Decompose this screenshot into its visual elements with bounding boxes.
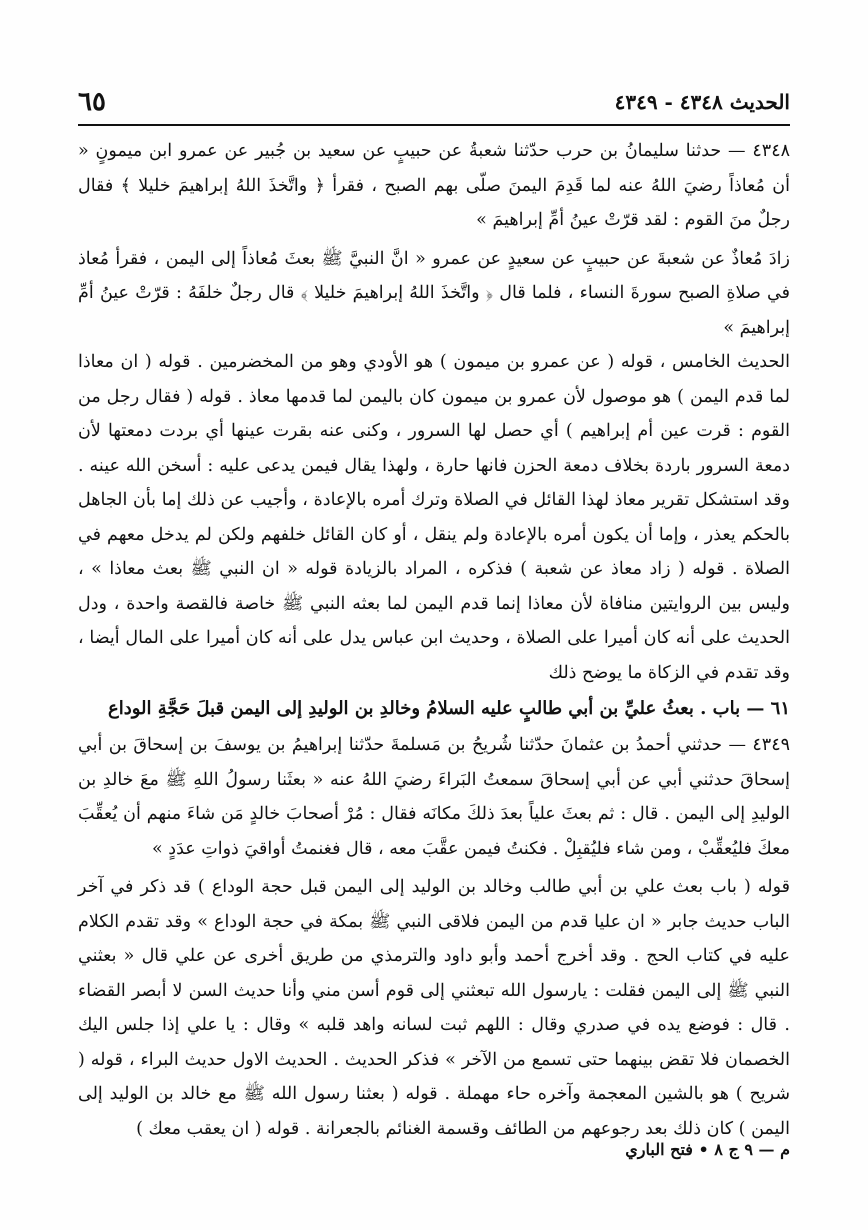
hadith-4349-text: ٤٣٤٩ — حدثني أحمدُ بن عثمانَ حدّثنا شُريحُ بن مَسلمةَ حدّثنا إبراهيمُ بن يوسفَ بن إسحاقَ بن أبي إسحاقَ حدثني أبي عن أبي إسحاقَ سمعتُ البَراءَ رضيَ اللهُ عنه « بعثَنا رسولُ اللهِ ﷺ معَ خالدِ بن الوليدِ إلى اليمن . قال : ثم بعثَ علياً بعدَ ذلكَ مكانَه فقال : مُرْ أصحابَ خالدٍ مَن شاءَ منهم أن يُعقِّبَ معكَ فليُعقِّبْ ، ومن شاء فليُقبِلْ . فكنتُ فيمن عقَّبَ معه ، قال فغنمتُ أواقيَ ذواتِ عدَدٍ » <box>78 735 790 859</box>
page-number: ٦٥ <box>78 87 106 117</box>
hadith-4348-addition: زادَ مُعاذٌ عن شعبةَ عن حبيبٍ عن سعيدٍ عن عمرو « انَّ النبيَّ ﷺ بعثَ مُعاذاً إلى اليمن ، فقرأ مُعاذ في صلاةِ الصبح سورةَ النساء ، فلما قال ﴿ واتَّخذَ اللهُ إبراهيمَ خليلا ﴾ قال رجلٌ خلفَهُ : قرّتْ عينُ أمِّ إبراهيمَ » <box>78 248 790 338</box>
hadith-4348-text: ٤٣٤٨ — حدثنا سليمانُ بن حرب حدّثنا شعبةُ عن حبيبٍ عن سعيد بن جُبير عن عمرو ابن ميمونٍ « أن مُعاذاً رضيَ اللهُ عنه لما قَدِمَ اليمنَ صلّى بهم الصبح ، فقرأ ﴿ واتَّخذَ اللهُ إبراهيمَ خليلا ﴾ فقال رجلٌ منَ القوم : لقد قرّتْ عينُ أمِّ إبراهيمَ » <box>78 141 790 230</box>
chapter-heading: ٦١ — باب . بعثُ عليِّ بن أبي طالبٍ عليه السلامُ وخالدِ بن الوليدِ إلى اليمن قبلَ حَجَّةِ الوداع <box>107 698 790 719</box>
header-rule <box>78 124 790 126</box>
page-header <box>78 84 790 120</box>
page-footer: م — ٩ ج ٨ • فتح الباري <box>625 1140 790 1159</box>
running-title: الحديث ٤٣٤٨ - ٤٣٤٩ <box>614 90 790 114</box>
page-body <box>78 134 790 1146</box>
commentary-4348: الحديث الخامس ، قوله ( عن عمرو بن ميمون ) هو الأودي وهو من المخضرمين . قوله ( ان معاذا لما قدم اليمن ) هو موصول لأن عمرو بن ميمون كان باليمن لما قدمها معاذ . قوله ( فقال رجل من القوم : قرت عين أم إبراهيم ) أي حصل لها السرور ، وكنى عنه بقرت عينها أي بردت دمعتها لأن دمعة السرور باردة بخلاف دمعة الحزن فانها حارة ، ولهذا يقال فيمن يدعى عليه : أسخن الله عينه . وقد استشكل تقرير معاذ لهذا القائل في الصلاة وترك أمره بالإعادة ، وأجيب عن ذلك إما بأن الجاهل بالحكم يعذر ، وإما أن يكون أمره بالإعادة ولم ينقل ، أو كان القائل خلفهم ولكن لم يدخل معهم في الصلاة . قوله ( زاد معاذ عن شعبة ) فذكره ، المراد بالزيادة قوله « ان النبي ﷺ بعث معاذا » ، وليس بين الروايتين منافاة لأن معاذا إنما قدم اليمن لما بعثه النبي ﷺ خاصة فالقصة واحدة ، ودل الحديث على أنه كان أميرا على الصلاة ، وحديث ابن عباس يدل على أنه كان أميرا على المال أيضا ، وقد تقدم في الزكاة ما يوضح ذلك <box>78 352 790 683</box>
commentary-4349: قوله ( باب بعث علي بن أبي طالب وخالد بن الوليد إلى اليمن قبل حجة الوداع ) قد ذكر في آخر الباب حديث جابر « ان عليا قدم من اليمن فلاقى النبي ﷺ بمكة في حجة الوداع » وقد تقدم الكلام عليه في كتاب الحج . وقد أخرج أحمد وأبو داود والترمذي من طريق أخرى عن علي قال « بعثني النبي ﷺ إلى اليمن فقلت : يارسول الله تبعثني إلى قوم أسن مني وأنا حديث السن لا أبصر القضاء . قال : فوضع يده في صدري وقال : اللهم ثبت لسانه واهد قلبه » وقال : يا علي إذا جلس اليك الخصمان فلا تقض بينهما حتى تسمع من الآخر » فذكر الحديث . الحديث الاول حديث البراء ، قوله ( شريح ) هو بالشين المعجمة وآخره حاء مهملة . قوله ( بعثنا رسول الله ﷺ مع خالد بن الوليد إلى اليمن ) كان ذلك بعد رجوعهم من الطائف وقسمة الغنائم بالجعرانة . قوله ( ان يعقب معك ) <box>78 877 790 1139</box>
